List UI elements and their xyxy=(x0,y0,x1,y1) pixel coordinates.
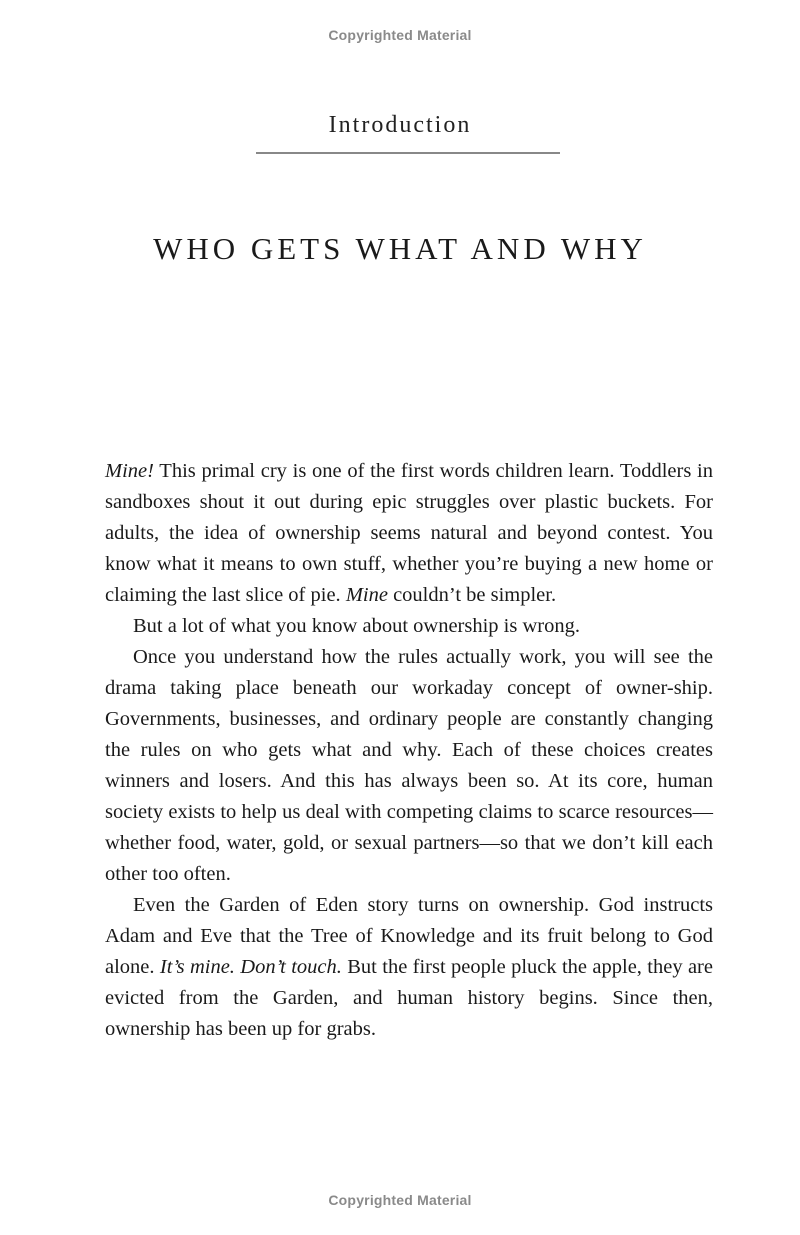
copyright-watermark-top: Copyrighted Material xyxy=(328,27,472,43)
paragraph-4-text-2: But the first people pluck the apple, they are evicted from the Garden, and human history begins. Since then, ownership has been up for grabs. xyxy=(105,956,713,1040)
chapter-title: WHO GETS WHAT AND WHY xyxy=(153,231,647,266)
paragraph-1-text-2: couldn’t be simpler. xyxy=(387,584,557,606)
paragraph-2: But a lot of what you know about ownership is wrong. xyxy=(133,615,580,637)
paragraph-1 xyxy=(105,456,713,611)
chapter-divider xyxy=(256,152,560,154)
paragraph-4-italic: It’s mine. Don’t touch. xyxy=(159,956,342,978)
paragraph-4 xyxy=(105,890,713,1045)
paragraph-1-italic-2: Mine xyxy=(345,584,388,606)
paragraph-1-lead-italic: Mine! xyxy=(105,460,154,482)
chapter-label: Introduction xyxy=(328,112,472,138)
body-text xyxy=(105,456,713,1045)
copyright-watermark-bottom: Copyrighted Material xyxy=(328,1192,472,1208)
paragraph-1-text-1: This primal cry is one of the first words children learn. Toddlers in sandboxes shout it out during epic struggles over plastic buckets. For adults, the idea of ownership seems natural and beyond contest. You know what it means to own stuff, whether you’re buying a new home or claiming the last slice of pie. xyxy=(105,460,713,606)
paragraph-4-text-1: Even the Garden of Eden story turns on ownership. God instructs Adam and Eve that the Tree of Knowledge and its fruit belong to God alone. xyxy=(105,894,713,978)
paragraph-3: Once you understand how the rules actually work, you will see the drama taking place beneath our workaday concept of owner-ship. Governments, businesses, and ordinary people are constantly changing the rules on who gets what and why. Each of these choices creates winners and losers. And this has always been so. At its core, human society exists to help us deal with competing claims to scarce resources—whether food, water, gold, or sexual partners—so that we don’t kill each other too often. xyxy=(105,646,713,885)
